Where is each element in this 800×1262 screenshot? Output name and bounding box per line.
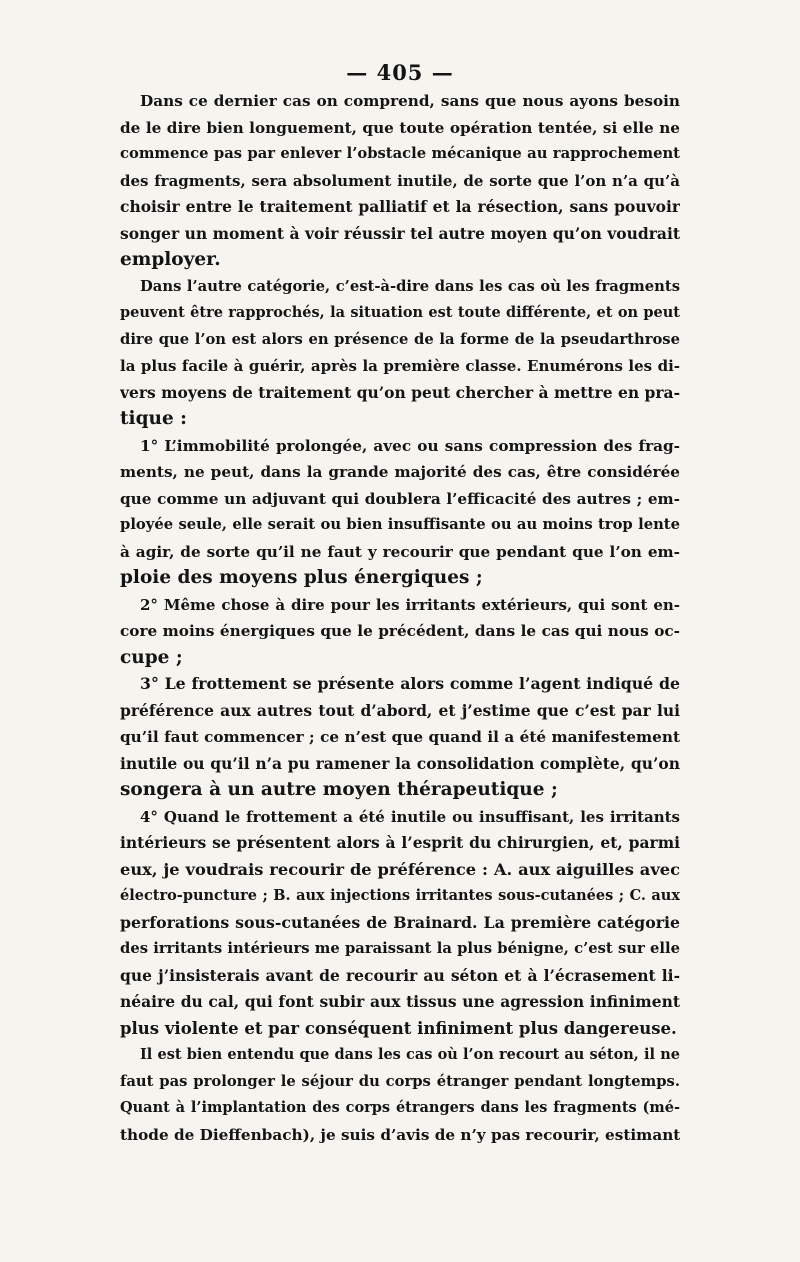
- text-line: la plus facile à guérir, après la première classe. Enumérons les di-: [120, 357, 680, 375]
- text-line: à agir, de sorte qu’il ne faut y recourir que pendant que l’on em-: [120, 542, 680, 561]
- text-line: préférence aux autres tout d’abord, et j’estime que c’est par lui: [120, 700, 680, 720]
- text-line: des fragments, sera absolument inutile, de sorte que l’on n’a qu’à: [120, 171, 680, 190]
- text-line: eux, je voudrais recourir de préférence : A. aux aiguilles avec: [120, 859, 680, 879]
- text-line: vers moyens de traitement qu’on peut chercher à mettre en pra-: [120, 382, 680, 402]
- text-line: songer un moment à voir réussir tel autre moyen qu’on voudrait: [120, 223, 680, 243]
- text-line: thode de Dieffenbach), je suis d’avis de n’y pas recourir, estimant: [120, 1125, 680, 1144]
- text-line: néaire du cal, qui font subir aux tissus une agression infiniment: [120, 992, 680, 1011]
- text-line: dire que l’on est alors en présence de la forme de la pseudarthrose: [120, 330, 680, 348]
- text-line: Dans l’autre catégorie, c’est-à-dire dans les cas où les fragments: [140, 277, 680, 295]
- text-line: Quant à l’implantation des corps étrangers dans les fragments (mé-: [120, 1099, 680, 1116]
- text-line: choisir entre le traitement palliatif et la résection, sans pouvoir: [120, 197, 680, 216]
- body-text: [120, 88, 680, 1148]
- text-line: peuvent être rapprochés, la situation est toute différente, et on peut: [120, 304, 680, 321]
- text-line: ments, ne peut, dans la grande majorité des cas, être considérée: [120, 463, 680, 481]
- text-line: 2° Même chose à dire pour les irritants extérieurs, qui sont en-: [140, 595, 680, 614]
- text-line: cupe ;: [120, 646, 183, 668]
- text-line: 1° L’immobilité prolongée, avec ou sans compression des frag-: [140, 436, 680, 455]
- text-line: ployée seule, elle serait ou bien insuffisante ou au moins trop lente: [120, 516, 680, 533]
- text-line: faut pas prolonger le séjour du corps étranger pendant longtemps.: [120, 1072, 680, 1090]
- text-line: 3° Le frottement se présente alors comme l’agent indiqué de: [140, 674, 680, 693]
- text-line: core moins énergiques que le précédent, dans le cas qui nous oc-: [120, 622, 680, 640]
- text-line: songera à un autre moyen thérapeutique ;: [120, 779, 558, 800]
- text-line: plus violente et par conséquent infiniment plus dangereuse.: [120, 1018, 677, 1038]
- text-line: employer.: [120, 249, 221, 270]
- text-line: intérieurs se présentent alors à l’esprit du chirurgien, et, parmi: [120, 833, 680, 852]
- text-line: Il est bien entendu que dans les cas où l’on recourt au séton, il ne: [140, 1046, 680, 1063]
- text-line: des irritants intérieurs me paraissant la plus bénigne, c’est sur elle: [120, 940, 680, 957]
- text-line: Dans ce dernier cas on comprend, sans que nous ayons besoin: [140, 92, 680, 110]
- text-line: tique :: [120, 408, 187, 429]
- text-line: 4° Quand le frottement a été inutile ou insuffisant, les irritants: [140, 807, 680, 826]
- text-line: qu’il faut commencer ; ce n’est que quand il a été manifestement: [120, 728, 680, 746]
- text-line: inutile ou qu’il n’a pu ramener la consolidation complète, qu’on: [120, 753, 680, 773]
- text-line: perforations sous-cutanées de Brainard. La première catégorie: [120, 912, 680, 932]
- text-line: commence pas par enlever l’obstacle mécanique au rapprochement: [120, 145, 680, 162]
- text-line: que j’insisterais avant de recourir au séton et à l’écrasement li-: [120, 965, 680, 985]
- text-line: de le dire bien longuement, que toute opération tentée, si elle ne: [120, 118, 680, 137]
- text-line: que comme un adjuvant qui doublera l’efficacité des autres ; em-: [120, 489, 680, 508]
- text-line: ploie des moyens plus énergiques ;: [120, 567, 483, 588]
- text-line: électro-puncture ; B. aux injections irritantes sous-cutanées ; C. aux: [120, 887, 680, 904]
- page-number: — 405 —: [346, 60, 454, 85]
